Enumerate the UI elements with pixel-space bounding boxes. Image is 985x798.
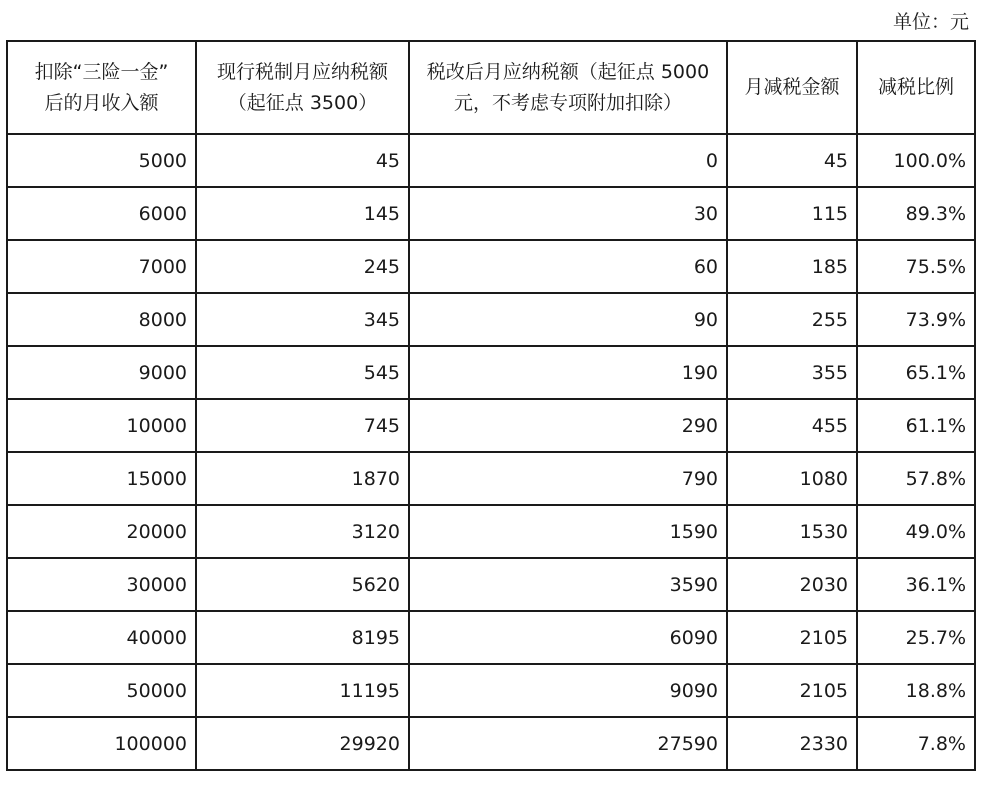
table-row	[7, 505, 975, 558]
ratio-cell: 75.5%	[857, 240, 975, 293]
reformed-tax-cell: 1590	[409, 505, 727, 558]
reduction-cell: 2330	[727, 717, 857, 770]
table-row	[7, 452, 975, 505]
reduction-cell: 1080	[727, 452, 857, 505]
header-line: 元，不考虑专项附加扣除）	[453, 91, 682, 114]
income-cell: 50000	[7, 664, 196, 717]
current-tax-cell: 145	[196, 187, 409, 240]
header-monthly-income	[7, 41, 196, 134]
table-row	[7, 664, 975, 717]
income-cell: 7000	[7, 240, 196, 293]
ratio-cell: 65.1%	[857, 346, 975, 399]
table-body	[7, 134, 975, 770]
reformed-tax-cell: 27590	[409, 717, 727, 770]
table-header	[7, 41, 975, 134]
header-monthly-reduction	[727, 41, 857, 134]
header-line: 现行税制月应纳税额	[216, 60, 388, 83]
ratio-cell: 61.1%	[857, 399, 975, 452]
reduction-cell: 2105	[727, 664, 857, 717]
reformed-tax-cell: 90	[409, 293, 727, 346]
reduction-cell: 115	[727, 187, 857, 240]
income-cell: 9000	[7, 346, 196, 399]
ratio-cell: 73.9%	[857, 293, 975, 346]
income-cell: 10000	[7, 399, 196, 452]
reformed-tax-cell: 190	[409, 346, 727, 399]
current-tax-cell: 45	[196, 134, 409, 187]
header-line: （起征点 3500）	[227, 91, 378, 114]
reduction-cell: 2030	[727, 558, 857, 611]
current-tax-cell: 245	[196, 240, 409, 293]
current-tax-cell: 8195	[196, 611, 409, 664]
reduction-cell: 2105	[727, 611, 857, 664]
header-current-tax	[196, 41, 409, 134]
reformed-tax-cell: 6090	[409, 611, 727, 664]
ratio-cell: 7.8%	[857, 717, 975, 770]
income-cell: 100000	[7, 717, 196, 770]
table-row	[7, 558, 975, 611]
income-cell: 40000	[7, 611, 196, 664]
unit-label: 单位：元	[892, 11, 969, 33]
header-line: 税改后月应纳税额（起征点 5000	[426, 60, 710, 83]
ratio-cell: 18.8%	[857, 664, 975, 717]
ratio-cell: 49.0%	[857, 505, 975, 558]
header-reduction-ratio	[857, 41, 975, 134]
ratio-cell: 25.7%	[857, 611, 975, 664]
table-row	[7, 187, 975, 240]
reformed-tax-cell: 290	[409, 399, 727, 452]
table-row	[7, 399, 975, 452]
table-row	[7, 293, 975, 346]
table-row	[7, 240, 975, 293]
income-cell: 8000	[7, 293, 196, 346]
reformed-tax-cell: 60	[409, 240, 727, 293]
current-tax-cell: 345	[196, 293, 409, 346]
reduction-cell: 185	[727, 240, 857, 293]
header-line: 月减税金额	[744, 76, 840, 98]
ratio-cell: 100.0%	[857, 134, 975, 187]
header-row	[7, 41, 975, 134]
table-row	[7, 346, 975, 399]
reformed-tax-cell: 30	[409, 187, 727, 240]
header-line: 减税比例	[877, 76, 954, 98]
reduction-cell: 355	[727, 346, 857, 399]
header-line: 扣除“三险一金”	[34, 60, 169, 83]
current-tax-cell: 545	[196, 346, 409, 399]
income-cell: 5000	[7, 134, 196, 187]
current-tax-cell: 3120	[196, 505, 409, 558]
reformed-tax-cell: 0	[409, 134, 727, 187]
income-cell: 20000	[7, 505, 196, 558]
tax-comparison-table	[6, 40, 976, 771]
header-reformed-tax	[409, 41, 727, 134]
header-line: 后的月收入额	[44, 91, 159, 114]
current-tax-cell: 5620	[196, 558, 409, 611]
current-tax-cell: 11195	[196, 664, 409, 717]
reformed-tax-cell: 3590	[409, 558, 727, 611]
table-row	[7, 611, 975, 664]
table-row	[7, 134, 975, 187]
income-cell: 6000	[7, 187, 196, 240]
reduction-cell: 45	[727, 134, 857, 187]
current-tax-cell: 29920	[196, 717, 409, 770]
ratio-cell: 89.3%	[857, 187, 975, 240]
reduction-cell: 1530	[727, 505, 857, 558]
ratio-cell: 57.8%	[857, 452, 975, 505]
reformed-tax-cell: 9090	[409, 664, 727, 717]
reformed-tax-cell: 790	[409, 452, 727, 505]
income-cell: 30000	[7, 558, 196, 611]
reduction-cell: 455	[727, 399, 857, 452]
current-tax-cell: 745	[196, 399, 409, 452]
reduction-cell: 255	[727, 293, 857, 346]
income-cell: 15000	[7, 452, 196, 505]
ratio-cell: 36.1%	[857, 558, 975, 611]
current-tax-cell: 1870	[196, 452, 409, 505]
table-row	[7, 717, 975, 770]
